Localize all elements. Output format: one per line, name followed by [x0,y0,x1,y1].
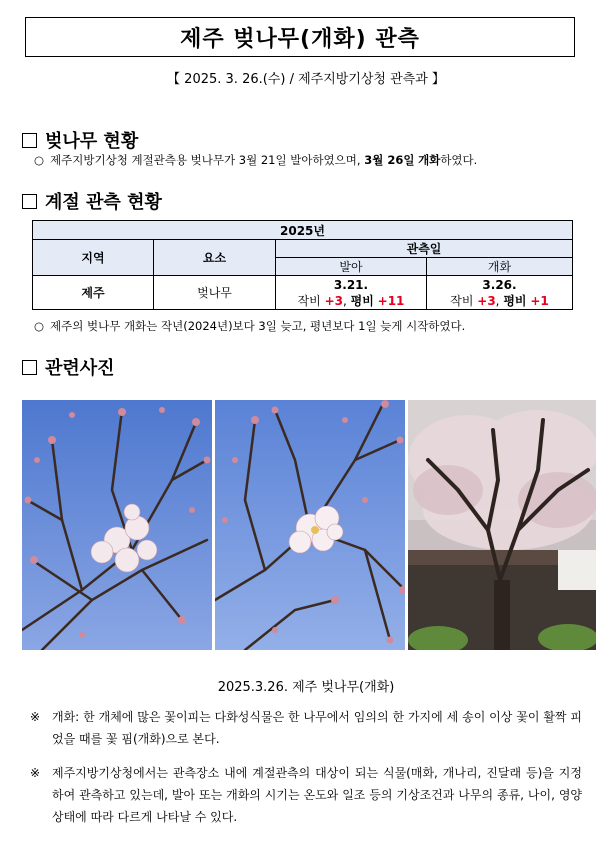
normal-label: 평비 [503,293,527,308]
bloom-date: 3.26. [482,277,517,292]
table-cell-bloom [427,276,573,310]
reference-mark-icon: ※ [30,766,41,780]
separator: , [342,293,347,308]
table-year-header: 2025년 [33,221,573,240]
reference-mark-icon: ※ [30,710,41,724]
table-header-region: 지역 [33,240,154,276]
separator: , [495,293,500,308]
section2-heading-text: 계절 관측 현황 [45,192,162,213]
subtitle: 【 2025. 3. 26.(수) / 제주지방기상청 관측과 】 [167,72,445,87]
section1-text-end: 하였다. [440,153,478,167]
bloom-date-text: 3월 26일 [364,153,415,167]
prev-label: 작비 [450,293,474,308]
circle-bullet-icon: ○ [34,153,45,167]
table-header-obsdate: 관측일 [276,240,573,258]
section3-heading-text: 관련사진 [45,358,115,379]
note-2 [30,762,582,828]
bud-date: 3.21. [333,277,369,292]
section-heading-seasonal [22,188,162,214]
cherry-tree-photo [408,400,596,650]
section2-note: 제주의 벚나무 개화는 작년(2024년)보다 3일 늦고, 평년보다 1일 늦게 시작하였다. [50,319,466,333]
title-text: 제주 벚나무(개화) 관측 [180,26,420,52]
section1-bullet [34,152,477,168]
document-title [25,17,575,57]
checkbox-square-icon [22,360,37,375]
note-2-text: 제주지방기상청에서는 관측장소 내에 계절관측의 대상이 되는 식물(매화, 개나리, 진달래 등)을 지정하여 관측하고 있는데, 발아 또는 개화의 시기는 온도와 일조 등의 기상조건과 나무의 종류, 나이, 영양상태에 따라 다르게 나타날 수 있다. [52,766,582,824]
table-cell-region: 제주 [33,276,154,310]
section1-heading-text: 벚나무 현황 [45,131,139,152]
note-1 [30,706,582,750]
bloom-normal-value: +1 [530,293,549,308]
prev-label: 작비 [297,293,321,308]
circle-bullet-icon: ○ [34,319,45,333]
table-cell-bud [276,276,427,310]
table-header-bud: 발아 [276,258,427,276]
section-heading-photos [22,354,115,380]
photo-strip [22,400,596,650]
bloom-comparison [427,293,572,309]
section1-text: 제주지방기상청 계절관측용 벚나무가 3월 21일 발아하였으며, [50,153,361,167]
bud-comparison [276,293,426,309]
table-cell-element: 벚나무 [154,276,276,310]
normal-label: 평비 [350,293,374,308]
photo-caption: 2025.3.26. 제주 벚나무(개화) [217,680,395,695]
blossom-photo-2 [215,400,405,650]
table-header-element: 요소 [154,240,276,276]
bloom-prev-value: +3 [477,293,496,308]
checkbox-square-icon [22,194,37,209]
bloom-word: 개화 [418,153,441,167]
section2-bullet [34,318,465,334]
bud-normal-value: +11 [377,293,405,308]
bud-prev-value: +3 [324,293,343,308]
table-header-bloom: 개화 [427,258,573,276]
note-1-text: 개화: 한 개체에 많은 꽃이피는 다화성식물은 한 나무에서 임의의 한 가지에 세 송이 이상 꽃이 활짝 피었을 때를 꽃 핌(개화)으로 본다. [52,710,582,746]
observation-table [32,220,573,310]
blossom-photo-1 [22,400,212,650]
checkbox-square-icon [22,133,37,148]
section-heading-status [22,127,138,153]
